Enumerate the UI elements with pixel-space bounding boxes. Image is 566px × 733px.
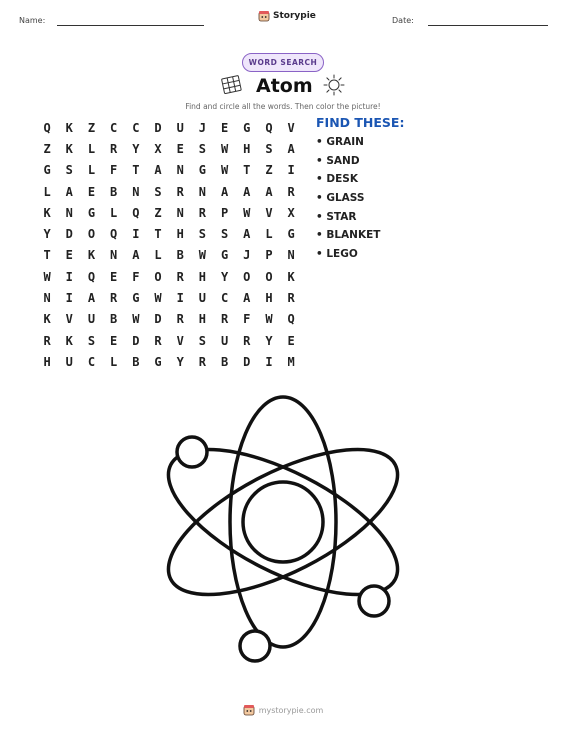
- grid-cell[interactable]: G: [87, 205, 96, 220]
- grid-cell[interactable]: U: [176, 120, 184, 135]
- sun-icon: [322, 73, 346, 97]
- grid-cell[interactable]: J: [198, 120, 207, 135]
- grid-cell[interactable]: N: [287, 248, 295, 263]
- atom-electron-right: [359, 586, 389, 616]
- grid-cell[interactable]: U: [65, 354, 73, 369]
- grid-cell[interactable]: N: [65, 205, 73, 220]
- word-list-item: • SAND: [316, 154, 360, 167]
- grid-cell[interactable]: T: [43, 248, 51, 263]
- grid-cell[interactable]: R: [287, 291, 295, 306]
- grid-cell[interactable]: L: [110, 354, 118, 369]
- grid-cell[interactable]: N: [176, 205, 184, 220]
- grid-cell[interactable]: M: [287, 354, 295, 369]
- grid-cell[interactable]: R: [243, 333, 251, 348]
- page-title: Atom: [256, 75, 313, 97]
- grid-cell[interactable]: P: [265, 248, 273, 263]
- grid-cell[interactable]: K: [43, 312, 51, 327]
- storypie-mascot-icon: [258, 10, 270, 22]
- find-these-heading: FIND THESE:: [316, 115, 405, 130]
- grid-cell[interactable]: H: [198, 269, 207, 284]
- grid-cell[interactable]: N: [110, 248, 118, 263]
- grid-cell[interactable]: S: [198, 227, 207, 242]
- atom-electron-top: [177, 437, 207, 467]
- grid-cell[interactable]: J: [243, 248, 251, 263]
- grid-cell[interactable]: U: [220, 333, 229, 348]
- grid-cell[interactable]: S: [198, 141, 207, 156]
- grid-cell[interactable]: W: [220, 163, 229, 178]
- grid-cell[interactable]: D: [132, 333, 140, 348]
- grid-cell[interactable]: Y: [43, 227, 51, 242]
- grid-cell[interactable]: W: [43, 269, 51, 284]
- grid-cell[interactable]: Q: [287, 312, 295, 327]
- grid-cell[interactable]: O: [87, 227, 96, 242]
- storypie-logo: [258, 10, 316, 22]
- grid-cell[interactable]: R: [287, 184, 295, 199]
- grid-cell[interactable]: C: [220, 291, 229, 306]
- grid-cell[interactable]: R: [176, 312, 184, 327]
- atom-electron-bottom: [240, 631, 270, 661]
- grid-cell[interactable]: Q: [43, 120, 51, 135]
- grid-cell[interactable]: F: [110, 163, 118, 178]
- grid-cell[interactable]: A: [154, 163, 162, 178]
- footer-url[interactable]: mystorypie.com: [258, 705, 324, 715]
- word-list-item: • GLASS: [316, 192, 365, 205]
- grid-cell[interactable]: S: [87, 333, 96, 348]
- grid-cell[interactable]: H: [176, 227, 184, 242]
- grid-cell[interactable]: X: [154, 141, 162, 156]
- grid-cell[interactable]: I: [65, 269, 73, 284]
- grid-cell[interactable]: Y: [176, 354, 184, 369]
- grid-cell[interactable]: W: [265, 312, 273, 327]
- grid-cell[interactable]: E: [287, 333, 295, 348]
- grid-cell[interactable]: R: [198, 205, 207, 220]
- grid-cell[interactable]: B: [220, 354, 229, 369]
- grid-cell[interactable]: U: [198, 291, 207, 306]
- grid-cell[interactable]: S: [198, 333, 207, 348]
- grid-cell[interactable]: T: [132, 163, 140, 178]
- word-list-item: • STAR: [316, 210, 357, 223]
- grid-cell[interactable]: H: [265, 291, 273, 306]
- grid-cell[interactable]: A: [265, 184, 273, 199]
- grid-cell[interactable]: Y: [220, 269, 229, 284]
- grid-cell[interactable]: Y: [265, 333, 273, 348]
- grid-cell[interactable]: K: [65, 141, 73, 156]
- grid-cell[interactable]: K: [65, 120, 73, 135]
- grid-cell[interactable]: S: [154, 184, 162, 199]
- grid-cell[interactable]: N: [198, 184, 207, 199]
- atom-illustration: [150, 385, 416, 675]
- word-list-item: • BLANKET: [316, 229, 381, 242]
- atom-nucleus: [243, 482, 323, 562]
- grid-cell[interactable]: E: [65, 248, 73, 263]
- grid-cell[interactable]: T: [154, 227, 162, 242]
- grid-cell[interactable]: Q: [132, 205, 140, 220]
- grid-cell[interactable]: O: [265, 269, 273, 284]
- grid-cell[interactable]: D: [243, 354, 251, 369]
- grid-cell[interactable]: Z: [43, 141, 51, 156]
- grid-cell[interactable]: A: [132, 248, 140, 263]
- grid-cell[interactable]: G: [220, 248, 229, 263]
- grid-cell[interactable]: R: [220, 312, 229, 327]
- word-list: [316, 136, 380, 267]
- grid-cell[interactable]: X: [287, 205, 295, 220]
- grid-cell[interactable]: B: [110, 312, 118, 327]
- grid-cell[interactable]: I: [176, 291, 184, 306]
- grid-cell[interactable]: W: [243, 205, 251, 220]
- grid-cell[interactable]: L: [154, 248, 162, 263]
- grid-cell[interactable]: L: [43, 184, 51, 199]
- grid-cell[interactable]: E: [87, 184, 96, 199]
- word-list-item: • DESK: [316, 173, 358, 186]
- grid-cell[interactable]: G: [287, 227, 295, 242]
- word-list-item: • GRAIN: [316, 136, 364, 148]
- grid-cell[interactable]: V: [287, 120, 295, 135]
- grid-cell[interactable]: F: [243, 312, 251, 327]
- grid-cell[interactable]: C: [132, 120, 140, 135]
- grid-cell[interactable]: I: [65, 291, 73, 306]
- grid-cell[interactable]: R: [110, 291, 118, 306]
- grid-cell[interactable]: W: [220, 141, 229, 156]
- grid-cell[interactable]: W: [154, 291, 162, 306]
- grid-cell[interactable]: V: [65, 312, 73, 327]
- grid-cell[interactable]: B: [132, 354, 140, 369]
- grid-cell[interactable]: H: [198, 312, 207, 327]
- grid-cell[interactable]: S: [220, 227, 229, 242]
- grid-cell[interactable]: R: [43, 333, 51, 348]
- grid-cell[interactable]: L: [110, 205, 118, 220]
- grid-cell[interactable]: Z: [154, 205, 162, 220]
- grid-cell[interactable]: A: [220, 184, 229, 199]
- footer: [0, 704, 566, 716]
- grid-cell[interactable]: K: [87, 248, 96, 263]
- grid-cell[interactable]: B: [176, 248, 184, 263]
- grid-cell[interactable]: Z: [87, 120, 96, 135]
- grid-cell[interactable]: C: [87, 354, 96, 369]
- grid-cell[interactable]: G: [198, 163, 207, 178]
- grid-cell[interactable]: A: [243, 184, 251, 199]
- grid-cell[interactable]: C: [110, 120, 118, 135]
- grid-cell[interactable]: R: [198, 354, 207, 369]
- grid-cell[interactable]: S: [265, 141, 273, 156]
- grid-cell[interactable]: L: [87, 141, 96, 156]
- grid-cell[interactable]: O: [243, 269, 251, 284]
- grid-cell[interactable]: Z: [265, 163, 273, 178]
- date-line[interactable]: [428, 25, 548, 26]
- grid-cell[interactable]: A: [243, 291, 251, 306]
- grid-cell[interactable]: K: [65, 333, 73, 348]
- grid-cell[interactable]: G: [154, 354, 162, 369]
- storypie-mascot-icon: [243, 704, 255, 716]
- logo-text: Storypie: [273, 11, 316, 21]
- grid-cell[interactable]: A: [287, 141, 295, 156]
- grid-cell[interactable]: N: [132, 184, 140, 199]
- grid-cell[interactable]: I: [132, 227, 140, 242]
- grid-cell[interactable]: E: [220, 120, 229, 135]
- grid-cell[interactable]: E: [176, 141, 184, 156]
- grid-cell[interactable]: R: [154, 333, 162, 348]
- grid-notebook-icon: [220, 74, 244, 96]
- grid-cell[interactable]: E: [110, 269, 118, 284]
- grid-cell[interactable]: Q: [110, 227, 118, 242]
- date-label: Date:: [392, 16, 414, 25]
- grid-cell[interactable]: I: [265, 354, 273, 369]
- grid-cell[interactable]: A: [87, 291, 96, 306]
- letter-grid[interactable]: [36, 117, 302, 373]
- grid-cell[interactable]: F: [132, 269, 140, 284]
- grid-cell[interactable]: N: [176, 163, 184, 178]
- grid-cell[interactable]: G: [132, 291, 140, 306]
- grid-cell[interactable]: K: [43, 205, 51, 220]
- name-line[interactable]: [57, 25, 204, 26]
- grid-cell[interactable]: V: [265, 205, 273, 220]
- grid-cell[interactable]: T: [243, 163, 251, 178]
- grid-cell[interactable]: G: [243, 120, 251, 135]
- grid-cell[interactable]: I: [287, 163, 295, 178]
- grid-cell[interactable]: W: [198, 248, 207, 263]
- grid-cell[interactable]: R: [110, 141, 118, 156]
- grid-cell[interactable]: H: [43, 354, 51, 369]
- grid-cell[interactable]: D: [65, 227, 73, 242]
- instructions: Find and circle all the words. Then color the picture!: [185, 102, 381, 111]
- grid-cell[interactable]: K: [287, 269, 295, 284]
- grid-cell[interactable]: R: [176, 184, 184, 199]
- grid-cell[interactable]: A: [243, 227, 251, 242]
- grid-cell[interactable]: N: [43, 291, 51, 306]
- grid-cell[interactable]: B: [110, 184, 118, 199]
- grid-cell[interactable]: A: [65, 184, 73, 199]
- word-list-item: • LEGO: [316, 248, 358, 261]
- grid-cell[interactable]: V: [176, 333, 184, 348]
- grid-cell[interactable]: S: [65, 163, 73, 178]
- grid-cell[interactable]: D: [154, 120, 162, 135]
- name-label: Name:: [19, 16, 46, 25]
- grid-cell[interactable]: O: [154, 269, 162, 284]
- grid-cell[interactable]: Q: [265, 120, 273, 135]
- grid-cell[interactable]: E: [110, 333, 118, 348]
- grid-cell[interactable]: L: [265, 227, 273, 242]
- grid-cell[interactable]: P: [220, 205, 229, 220]
- grid-cell[interactable]: Q: [87, 269, 96, 284]
- grid-cell[interactable]: H: [243, 141, 251, 156]
- grid-cell[interactable]: R: [176, 269, 184, 284]
- word-search-badge: WORD SEARCH: [242, 53, 324, 72]
- grid-cell[interactable]: L: [87, 163, 96, 178]
- grid-cell[interactable]: D: [154, 312, 162, 327]
- grid-cell[interactable]: G: [43, 163, 51, 178]
- grid-cell[interactable]: Y: [132, 141, 140, 156]
- grid-cell[interactable]: W: [132, 312, 140, 327]
- grid-cell[interactable]: U: [87, 312, 96, 327]
